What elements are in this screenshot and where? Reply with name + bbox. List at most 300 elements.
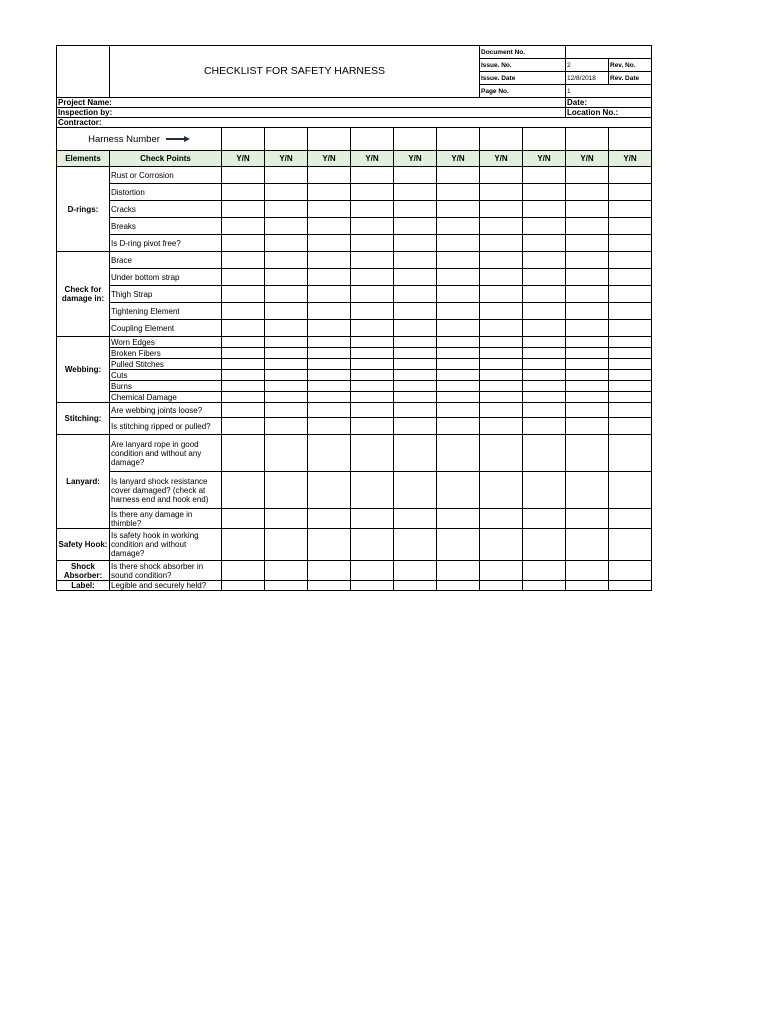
- yn-answer-cell[interactable]: [566, 381, 609, 392]
- yn-answer-cell[interactable]: [308, 435, 351, 472]
- yn-answer-cell[interactable]: [566, 184, 609, 201]
- yn-answer-cell[interactable]: [265, 235, 308, 252]
- yn-answer-cell[interactable]: [351, 235, 394, 252]
- yn-answer-cell[interactable]: [222, 472, 265, 509]
- yn-answer-cell[interactable]: [523, 167, 566, 184]
- check-point-label: Brace: [110, 252, 222, 269]
- yn-answer-cell[interactable]: [265, 218, 308, 235]
- yn-answer-cell[interactable]: [566, 320, 609, 337]
- check-points-column-header: Check Points: [110, 151, 222, 167]
- yn-answer-cell[interactable]: [480, 201, 523, 218]
- yn-answer-cell[interactable]: [609, 561, 652, 581]
- yn-answer-cell[interactable]: [265, 252, 308, 269]
- yn-answer-cell[interactable]: [609, 359, 652, 370]
- yn-answer-cell[interactable]: [265, 359, 308, 370]
- harness-number-cell[interactable]: [265, 128, 308, 151]
- yn-answer-cell[interactable]: [566, 303, 609, 320]
- yn-answer-cell[interactable]: [222, 561, 265, 581]
- yn-answer-cell[interactable]: [523, 303, 566, 320]
- yn-answer-cell[interactable]: [351, 381, 394, 392]
- yn-answer-cell[interactable]: [222, 252, 265, 269]
- yn-answer-cell[interactable]: [222, 286, 265, 303]
- yn-answer-cell[interactable]: [437, 435, 480, 472]
- yn-answer-cell[interactable]: [437, 201, 480, 218]
- yn-answer-cell[interactable]: [609, 252, 652, 269]
- yn-answer-cell[interactable]: [523, 252, 566, 269]
- yn-answer-cell[interactable]: [609, 381, 652, 392]
- yn-answer-cell[interactable]: [394, 403, 437, 418]
- yn-answer-cell[interactable]: [523, 235, 566, 252]
- project-name-field[interactable]: Project Name:: [57, 98, 566, 108]
- yn-answer-cell[interactable]: [265, 269, 308, 286]
- yn-answer-cell[interactable]: [437, 381, 480, 392]
- yn-answer-cell[interactable]: [394, 529, 437, 561]
- yn-answer-cell[interactable]: [222, 435, 265, 472]
- element-label: Check for damage in:: [57, 252, 110, 337]
- yn-answer-cell[interactable]: [523, 581, 566, 591]
- check-point-label: Pulled Stitches: [110, 359, 222, 370]
- yn-column-header: Y/N: [308, 151, 351, 167]
- yn-answer-cell[interactable]: [351, 359, 394, 370]
- yn-answer-cell[interactable]: [265, 472, 308, 509]
- yn-answer-cell[interactable]: [308, 235, 351, 252]
- yn-answer-cell[interactable]: [265, 509, 308, 529]
- yn-answer-cell[interactable]: [394, 370, 437, 381]
- yn-answer-cell[interactable]: [351, 435, 394, 472]
- yn-answer-cell[interactable]: [437, 337, 480, 348]
- harness-number-cell[interactable]: [609, 128, 652, 151]
- harness-number-cell[interactable]: [566, 128, 609, 151]
- yn-answer-cell[interactable]: [351, 184, 394, 201]
- yn-answer-cell[interactable]: [437, 509, 480, 529]
- yn-answer-cell[interactable]: [480, 472, 523, 509]
- yn-answer-cell[interactable]: [609, 337, 652, 348]
- yn-answer-cell[interactable]: [222, 320, 265, 337]
- yn-answer-cell[interactable]: [222, 381, 265, 392]
- harness-number-cell[interactable]: [351, 128, 394, 151]
- yn-answer-cell[interactable]: [351, 418, 394, 435]
- document-header: [57, 46, 652, 98]
- yn-answer-cell[interactable]: [480, 403, 523, 418]
- yn-answer-cell[interactable]: [566, 286, 609, 303]
- yn-answer-cell[interactable]: [523, 359, 566, 370]
- yn-answer-cell[interactable]: [523, 381, 566, 392]
- harness-number-cell[interactable]: [480, 128, 523, 151]
- table-row: [57, 269, 652, 286]
- yn-answer-cell[interactable]: [265, 286, 308, 303]
- yn-answer-cell[interactable]: [523, 370, 566, 381]
- yn-answer-cell[interactable]: [523, 472, 566, 509]
- yn-answer-cell[interactable]: [351, 167, 394, 184]
- yn-column-header: Y/N: [394, 151, 437, 167]
- yn-answer-cell[interactable]: [437, 359, 480, 370]
- yn-answer-cell[interactable]: [351, 337, 394, 348]
- yn-answer-cell[interactable]: [394, 184, 437, 201]
- yn-answer-cell[interactable]: [308, 269, 351, 286]
- yn-answer-cell[interactable]: [394, 269, 437, 286]
- table-row: [57, 218, 652, 235]
- yn-answer-cell[interactable]: [523, 529, 566, 561]
- yn-answer-cell[interactable]: [480, 218, 523, 235]
- yn-answer-cell[interactable]: [480, 252, 523, 269]
- yn-answer-cell[interactable]: [351, 201, 394, 218]
- yn-answer-cell[interactable]: [609, 269, 652, 286]
- yn-answer-cell[interactable]: [351, 581, 394, 591]
- table-row: [57, 403, 652, 418]
- yn-answer-cell[interactable]: [523, 435, 566, 472]
- yn-answer-cell[interactable]: [308, 359, 351, 370]
- yn-answer-cell[interactable]: [394, 381, 437, 392]
- yn-answer-cell[interactable]: [265, 581, 308, 591]
- yn-answer-cell[interactable]: [308, 252, 351, 269]
- yn-answer-cell[interactable]: [609, 435, 652, 472]
- yn-answer-cell[interactable]: [437, 235, 480, 252]
- yn-answer-cell[interactable]: [351, 403, 394, 418]
- yn-answer-cell[interactable]: [265, 167, 308, 184]
- yn-answer-cell[interactable]: [394, 561, 437, 581]
- yn-answer-cell[interactable]: [566, 418, 609, 435]
- yn-answer-cell[interactable]: [480, 561, 523, 581]
- yn-answer-cell[interactable]: [222, 392, 265, 403]
- yn-answer-cell[interactable]: [480, 581, 523, 591]
- yn-answer-cell[interactable]: [523, 348, 566, 359]
- yn-answer-cell[interactable]: [351, 509, 394, 529]
- yn-answer-cell[interactable]: [394, 218, 437, 235]
- check-point-label: Burns: [110, 381, 222, 392]
- yn-answer-cell[interactable]: [609, 403, 652, 418]
- yn-answer-cell[interactable]: [308, 337, 351, 348]
- yn-answer-cell[interactable]: [566, 435, 609, 472]
- yn-answer-cell[interactable]: [523, 509, 566, 529]
- element-label: Webbing:: [57, 337, 110, 403]
- yn-answer-cell[interactable]: [437, 184, 480, 201]
- yn-answer-cell[interactable]: [480, 418, 523, 435]
- yn-answer-cell[interactable]: [308, 418, 351, 435]
- yn-answer-cell[interactable]: [566, 529, 609, 561]
- yn-answer-cell[interactable]: [222, 509, 265, 529]
- yn-answer-cell[interactable]: [609, 218, 652, 235]
- check-point-label: Under bottom strap: [110, 269, 222, 286]
- check-point-label: Cracks: [110, 201, 222, 218]
- yn-answer-cell[interactable]: [437, 403, 480, 418]
- yn-answer-cell[interactable]: [609, 201, 652, 218]
- yn-answer-cell[interactable]: [308, 472, 351, 509]
- yn-answer-cell[interactable]: [437, 303, 480, 320]
- yn-answer-cell[interactable]: [308, 561, 351, 581]
- yn-answer-cell[interactable]: [308, 167, 351, 184]
- yn-answer-cell[interactable]: [308, 303, 351, 320]
- yn-answer-cell[interactable]: [523, 218, 566, 235]
- yn-answer-cell[interactable]: [480, 435, 523, 472]
- yn-answer-cell[interactable]: [523, 269, 566, 286]
- yn-answer-cell[interactable]: [566, 252, 609, 269]
- yn-answer-cell[interactable]: [308, 184, 351, 201]
- date-field[interactable]: Date:: [566, 98, 652, 108]
- yn-answer-cell[interactable]: [394, 509, 437, 529]
- yn-answer-cell[interactable]: [308, 201, 351, 218]
- harness-number-cell[interactable]: [222, 128, 265, 151]
- yn-answer-cell[interactable]: [265, 370, 308, 381]
- yn-answer-cell[interactable]: [609, 509, 652, 529]
- yn-answer-cell[interactable]: [480, 359, 523, 370]
- yn-answer-cell[interactable]: [437, 348, 480, 359]
- check-point-label: Worn Edges: [110, 337, 222, 348]
- yn-answer-cell[interactable]: [609, 472, 652, 509]
- yn-answer-cell[interactable]: [480, 269, 523, 286]
- yn-answer-cell[interactable]: [265, 184, 308, 201]
- yn-answer-cell[interactable]: [437, 286, 480, 303]
- yn-answer-cell[interactable]: [566, 201, 609, 218]
- yn-answer-cell[interactable]: [566, 348, 609, 359]
- yn-answer-cell[interactable]: [265, 392, 308, 403]
- yn-answer-cell[interactable]: [480, 348, 523, 359]
- yn-answer-cell[interactable]: [566, 269, 609, 286]
- yn-answer-cell[interactable]: [351, 218, 394, 235]
- yn-answer-cell[interactable]: [308, 370, 351, 381]
- inspection-by-field[interactable]: Inspection by:: [57, 108, 566, 118]
- yn-answer-cell[interactable]: [351, 348, 394, 359]
- yn-answer-cell[interactable]: [265, 561, 308, 581]
- yn-answer-cell[interactable]: [308, 509, 351, 529]
- yn-answer-cell[interactable]: [222, 348, 265, 359]
- yn-answer-cell[interactable]: [437, 561, 480, 581]
- yn-answer-cell[interactable]: [480, 392, 523, 403]
- yn-answer-cell[interactable]: [609, 418, 652, 435]
- yn-answer-cell[interactable]: [394, 472, 437, 509]
- yn-answer-cell[interactable]: [394, 235, 437, 252]
- table-row: [57, 418, 652, 435]
- checklist-sheet: [56, 45, 650, 591]
- yn-answer-cell[interactable]: [480, 337, 523, 348]
- table-row: [57, 337, 652, 348]
- checklist-grid: [57, 128, 652, 591]
- yn-answer-cell[interactable]: [222, 218, 265, 235]
- yn-answer-cell[interactable]: [222, 303, 265, 320]
- yn-column-header: Y/N: [437, 151, 480, 167]
- yn-answer-cell[interactable]: [351, 392, 394, 403]
- yn-answer-cell[interactable]: [394, 359, 437, 370]
- yn-answer-cell[interactable]: [222, 529, 265, 561]
- yn-answer-cell[interactable]: [265, 403, 308, 418]
- yn-answer-cell[interactable]: [222, 403, 265, 418]
- element-label: Shock Absorber:: [57, 561, 110, 581]
- yn-answer-cell[interactable]: [566, 370, 609, 381]
- yn-answer-cell[interactable]: [222, 269, 265, 286]
- yn-answer-cell[interactable]: [566, 392, 609, 403]
- yn-answer-cell[interactable]: [437, 269, 480, 286]
- yn-answer-cell[interactable]: [566, 167, 609, 184]
- yn-answer-cell[interactable]: [394, 581, 437, 591]
- yn-answer-cell[interactable]: [609, 286, 652, 303]
- yn-answer-cell[interactable]: [222, 184, 265, 201]
- arrow-right-icon: [166, 136, 190, 142]
- yn-answer-cell[interactable]: [437, 392, 480, 403]
- contractor-field[interactable]: Contractor:: [57, 118, 652, 128]
- harness-number-cell[interactable]: [394, 128, 437, 151]
- harness-number-cell[interactable]: [308, 128, 351, 151]
- table-row: [57, 370, 652, 381]
- yn-answer-cell[interactable]: [222, 581, 265, 591]
- yn-answer-cell[interactable]: [308, 392, 351, 403]
- yn-answer-cell[interactable]: [566, 472, 609, 509]
- table-row: [57, 392, 652, 403]
- yn-answer-cell[interactable]: [609, 167, 652, 184]
- table-row: [57, 381, 652, 392]
- yn-column-header: Y/N: [566, 151, 609, 167]
- yn-answer-cell[interactable]: [480, 167, 523, 184]
- harness-number-cell[interactable]: [523, 128, 566, 151]
- yn-answer-cell[interactable]: [609, 320, 652, 337]
- yn-answer-cell[interactable]: [480, 509, 523, 529]
- issue-date-value: 12/8/2018: [566, 72, 609, 85]
- yn-answer-cell[interactable]: [480, 303, 523, 320]
- yn-column-header: Y/N: [265, 151, 308, 167]
- yn-answer-cell[interactable]: [523, 184, 566, 201]
- yn-answer-cell[interactable]: [308, 403, 351, 418]
- yn-answer-cell[interactable]: [609, 184, 652, 201]
- yn-answer-cell[interactable]: [437, 320, 480, 337]
- table-row: [57, 235, 652, 252]
- yn-answer-cell[interactable]: [523, 403, 566, 418]
- yn-answer-cell[interactable]: [265, 381, 308, 392]
- yn-answer-cell[interactable]: [566, 235, 609, 252]
- check-point-label: Broken Fibers: [110, 348, 222, 359]
- table-row: [57, 286, 652, 303]
- yn-answer-cell[interactable]: [351, 269, 394, 286]
- yn-answer-cell[interactable]: [437, 218, 480, 235]
- yn-answer-cell[interactable]: [394, 320, 437, 337]
- yn-answer-cell[interactable]: [351, 303, 394, 320]
- yn-answer-cell[interactable]: [523, 392, 566, 403]
- yn-answer-cell[interactable]: [265, 337, 308, 348]
- yn-answer-cell[interactable]: [523, 561, 566, 581]
- yn-answer-cell[interactable]: [394, 167, 437, 184]
- yn-answer-cell[interactable]: [437, 581, 480, 591]
- yn-answer-cell[interactable]: [351, 529, 394, 561]
- yn-column-header: Y/N: [609, 151, 652, 167]
- yn-answer-cell[interactable]: [308, 348, 351, 359]
- yn-answer-cell[interactable]: [394, 348, 437, 359]
- yn-answer-cell[interactable]: [437, 167, 480, 184]
- location-no-field[interactable]: Location No.:: [566, 108, 652, 118]
- yn-answer-cell[interactable]: [222, 359, 265, 370]
- yn-answer-cell[interactable]: [609, 348, 652, 359]
- yn-answer-cell[interactable]: [523, 286, 566, 303]
- yn-answer-cell[interactable]: [437, 252, 480, 269]
- yn-answer-cell[interactable]: [394, 435, 437, 472]
- yn-answer-cell[interactable]: [480, 286, 523, 303]
- check-point-label: Are lanyard rope in good condition and without any damage?: [110, 435, 222, 472]
- yn-answer-cell[interactable]: [609, 581, 652, 591]
- yn-answer-cell[interactable]: [480, 235, 523, 252]
- table-row: [57, 201, 652, 218]
- element-label: D-rings:: [57, 167, 110, 252]
- yn-answer-cell[interactable]: [437, 370, 480, 381]
- yn-answer-cell[interactable]: [394, 201, 437, 218]
- yn-answer-cell[interactable]: [222, 201, 265, 218]
- table-row: [57, 581, 652, 591]
- yn-answer-cell[interactable]: [394, 286, 437, 303]
- yn-answer-cell[interactable]: [265, 529, 308, 561]
- yn-answer-cell[interactable]: [351, 370, 394, 381]
- check-point-label: Rust or Corrosion: [110, 167, 222, 184]
- yn-answer-cell[interactable]: [308, 381, 351, 392]
- yn-answer-cell[interactable]: [394, 337, 437, 348]
- yn-answer-cell[interactable]: [222, 418, 265, 435]
- yn-answer-cell[interactable]: [265, 418, 308, 435]
- yn-answer-cell[interactable]: [308, 581, 351, 591]
- yn-answer-cell[interactable]: [437, 418, 480, 435]
- yn-answer-cell[interactable]: [265, 303, 308, 320]
- yn-answer-cell[interactable]: [222, 167, 265, 184]
- yn-answer-cell[interactable]: [222, 370, 265, 381]
- yn-answer-cell[interactable]: [351, 320, 394, 337]
- yn-answer-cell[interactable]: [480, 370, 523, 381]
- yn-answer-cell[interactable]: [394, 418, 437, 435]
- yn-column-header: Y/N: [351, 151, 394, 167]
- yn-answer-cell[interactable]: [394, 392, 437, 403]
- element-label: Stitching:: [57, 403, 110, 435]
- yn-answer-cell[interactable]: [566, 403, 609, 418]
- yn-answer-cell[interactable]: [566, 561, 609, 581]
- yn-answer-cell[interactable]: [609, 370, 652, 381]
- yn-answer-cell[interactable]: [480, 320, 523, 337]
- yn-answer-cell[interactable]: [222, 337, 265, 348]
- yn-answer-cell[interactable]: [609, 392, 652, 403]
- yn-answer-cell[interactable]: [480, 381, 523, 392]
- yn-answer-cell[interactable]: [523, 418, 566, 435]
- yn-answer-cell[interactable]: [437, 529, 480, 561]
- table-row: [57, 529, 652, 561]
- yn-answer-cell[interactable]: [351, 252, 394, 269]
- yn-answer-cell[interactable]: [265, 320, 308, 337]
- yn-answer-cell[interactable]: [609, 235, 652, 252]
- document-no-value: [566, 46, 652, 59]
- yn-answer-cell[interactable]: [351, 472, 394, 509]
- yn-answer-cell[interactable]: [351, 286, 394, 303]
- yn-answer-cell[interactable]: [308, 218, 351, 235]
- yn-answer-cell[interactable]: [609, 529, 652, 561]
- yn-answer-cell[interactable]: [437, 472, 480, 509]
- yn-answer-cell[interactable]: [609, 303, 652, 320]
- yn-answer-cell[interactable]: [480, 184, 523, 201]
- yn-answer-cell[interactable]: [394, 252, 437, 269]
- yn-answer-cell[interactable]: [566, 581, 609, 591]
- yn-answer-cell[interactable]: [265, 201, 308, 218]
- checklist-table: [56, 45, 652, 591]
- yn-answer-cell[interactable]: [523, 201, 566, 218]
- yn-answer-cell[interactable]: [523, 337, 566, 348]
- yn-answer-cell[interactable]: [394, 303, 437, 320]
- yn-answer-cell[interactable]: [308, 320, 351, 337]
- yn-answer-cell[interactable]: [308, 529, 351, 561]
- yn-answer-cell[interactable]: [222, 235, 265, 252]
- yn-answer-cell[interactable]: [351, 561, 394, 581]
- yn-answer-cell[interactable]: [480, 529, 523, 561]
- yn-answer-cell[interactable]: [566, 509, 609, 529]
- element-label: Lanyard:: [57, 435, 110, 529]
- harness-number-cell[interactable]: [437, 128, 480, 151]
- yn-answer-cell[interactable]: [265, 348, 308, 359]
- yn-answer-cell[interactable]: [265, 435, 308, 472]
- yn-answer-cell[interactable]: [523, 320, 566, 337]
- yn-answer-cell[interactable]: [566, 359, 609, 370]
- yn-answer-cell[interactable]: [566, 337, 609, 348]
- yn-answer-cell[interactable]: [308, 286, 351, 303]
- yn-column-header: Y/N: [480, 151, 523, 167]
- yn-answer-cell[interactable]: [566, 218, 609, 235]
- table-row: [57, 472, 652, 509]
